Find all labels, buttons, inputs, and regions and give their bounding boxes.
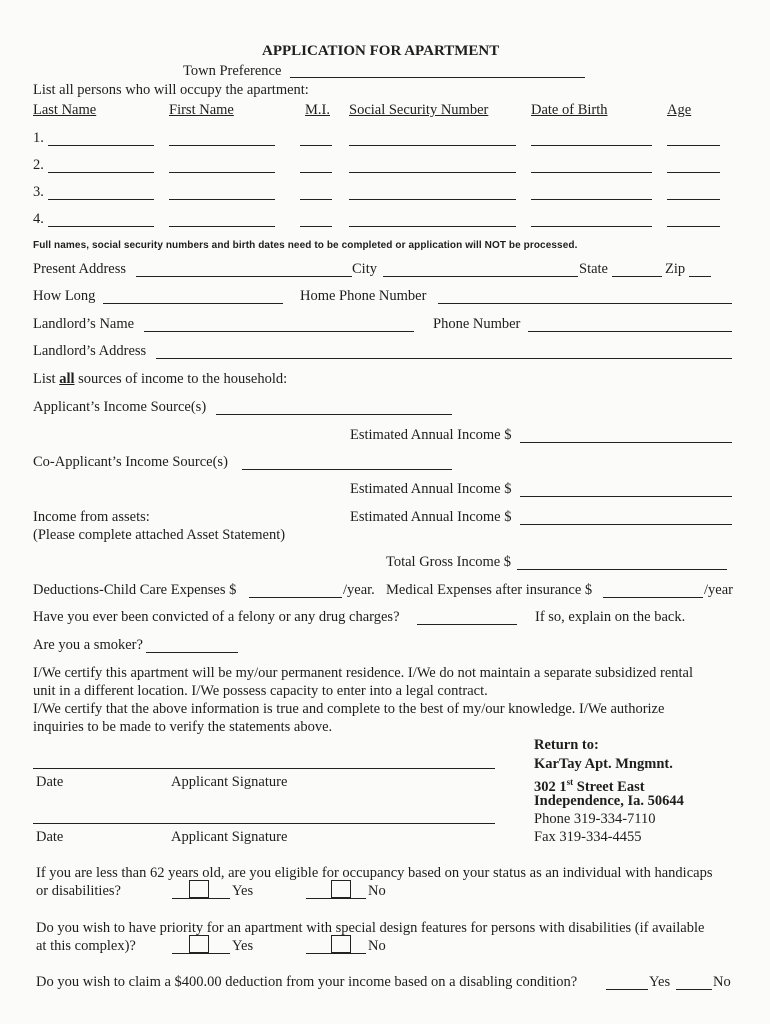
return-street-suffix: st <box>566 777 574 787</box>
return-to-label: Return to: <box>534 737 599 753</box>
row3-mi[interactable] <box>300 199 332 200</box>
coapplicant-income-label: Co-Applicant’s Income Source(s) <box>33 454 228 470</box>
date-label: Date <box>36 774 64 790</box>
present-address-label: Present Address <box>33 261 127 277</box>
deduction-yes-field[interactable] <box>606 989 648 990</box>
row4-ssn[interactable] <box>349 226 516 227</box>
col-ssn: Social Security Number <box>349 102 489 118</box>
town-preference-label: Town Preference <box>183 63 282 79</box>
smoker-answer-field[interactable] <box>146 652 238 653</box>
row3-first-name[interactable] <box>169 199 275 200</box>
landlord-name-field[interactable] <box>144 331 414 332</box>
row2-first-name[interactable] <box>169 172 275 173</box>
return-company: KarTay Apt. Mngmnt. <box>534 756 673 772</box>
handicap-question: If you are less than 62 years old, are you eligible for occupancy based on your status as an individual with handicaps <box>36 865 713 881</box>
total-gross-label: Total Gross Income $ <box>386 554 512 570</box>
row2-age[interactable] <box>667 172 720 173</box>
no-label: No <box>368 938 386 954</box>
town-preference-field[interactable] <box>290 77 585 78</box>
return-city: Independence, Ia. 50644 <box>534 793 684 809</box>
row2-mi[interactable] <box>300 172 332 173</box>
income-intro-all: all <box>59 371 75 387</box>
est-annual-income-label: Estimated Annual Income $ <box>350 509 512 525</box>
felony-question: Have you ever been convicted of a felony or any drug charges? <box>33 609 400 625</box>
certification-text: I/We certify that the above information is true and complete to the best of my/our knowledge. I/We authorize <box>33 701 665 717</box>
row4-last-name[interactable] <box>48 226 154 227</box>
row-number: 3. <box>33 184 44 200</box>
completion-notice: Full names, social security numbers and birth dates need to be completed or application will NOT be processed. <box>33 240 578 251</box>
zip-field[interactable] <box>689 276 711 277</box>
zip-label: Zip <box>665 261 686 277</box>
est-annual-income-label: Estimated Annual Income $ <box>350 427 512 443</box>
row2-ssn[interactable] <box>349 172 516 173</box>
date-label: Date <box>36 829 64 845</box>
medical-field[interactable] <box>603 597 703 598</box>
no-label: No <box>368 883 386 899</box>
priority-no-checkbox[interactable] <box>331 935 351 953</box>
certification-text: unit in a different location. I/We possess capacity to enter into a legal contract. <box>33 683 488 699</box>
row1-last-name[interactable] <box>48 145 154 146</box>
est-annual-income-3-field[interactable] <box>520 524 732 525</box>
per-year-label: /year. <box>343 582 375 598</box>
landlord-name-label: Landlord’s Name <box>33 316 135 332</box>
signature-line-2[interactable] <box>33 823 495 824</box>
deduction-yes-label: Yes <box>649 974 671 990</box>
handicap-no-checkbox[interactable] <box>331 880 351 898</box>
return-fax: Fax 319-334-4455 <box>534 829 642 845</box>
yes-label: Yes <box>232 883 254 899</box>
applicant-income-label: Applicant’s Income Source(s) <box>33 399 207 415</box>
row1-first-name[interactable] <box>169 145 275 146</box>
row1-ssn[interactable] <box>349 145 516 146</box>
per-year-label: /year <box>704 582 733 598</box>
deduction-question: Do you wish to claim a $400.00 deduction from your income based on a disabling condition? <box>36 974 578 990</box>
applicant-signature-label: Applicant Signature <box>171 829 288 845</box>
handicap-yes-checkbox[interactable] <box>189 880 209 898</box>
row4-age[interactable] <box>667 226 720 227</box>
col-dob: Date of Birth <box>531 102 608 118</box>
income-intro-post: sources of income to the household: <box>74 371 288 387</box>
row4-dob[interactable] <box>531 226 652 227</box>
list-persons-label: List all persons who will occupy the apartment: <box>33 82 309 98</box>
state-field[interactable] <box>612 276 662 277</box>
row2-dob[interactable] <box>531 172 652 173</box>
row1-age[interactable] <box>667 145 720 146</box>
est-annual-income-label: Estimated Annual Income $ <box>350 481 512 497</box>
col-first-name: First Name <box>169 102 234 118</box>
priority-question-cont: at this complex)? <box>36 938 136 954</box>
smoker-question: Are you a smoker? <box>33 637 143 653</box>
row-number: 1. <box>33 130 44 146</box>
coapplicant-income-field[interactable] <box>242 469 452 470</box>
return-phone: Phone 319-334-7110 <box>534 811 656 827</box>
income-intro <box>33 370 287 388</box>
childcare-field[interactable] <box>249 597 342 598</box>
row3-age[interactable] <box>667 199 720 200</box>
how-long-field[interactable] <box>103 303 283 304</box>
row1-dob[interactable] <box>531 145 652 146</box>
row-number: 4. <box>33 211 44 227</box>
city-field[interactable] <box>383 276 578 277</box>
landlord-address-field[interactable] <box>156 358 732 359</box>
medical-label: Medical Expenses after insurance $ <box>386 582 593 598</box>
certification-text: I/We certify this apartment will be my/our permanent residence. I/We do not maintain a separate subsidized rental <box>33 665 693 681</box>
income-assets-label: Income from assets: <box>33 509 150 525</box>
total-gross-field[interactable] <box>517 569 727 570</box>
landlord-phone-label: Phone Number <box>433 316 521 332</box>
how-long-label: How Long <box>33 288 96 304</box>
felony-explain: If so, explain on the back. <box>535 609 686 625</box>
city-label: City <box>352 261 377 277</box>
priority-question: Do you wish to have priority for an apartment with special design features for persons with disabilities (if available <box>36 920 705 936</box>
landlord-address-label: Landlord’s Address <box>33 343 147 359</box>
priority-no-line <box>306 953 366 954</box>
felony-answer-field[interactable] <box>417 624 517 625</box>
asset-statement-note: (Please complete attached Asset Statement) <box>33 527 286 543</box>
handicap-no-line <box>306 898 366 899</box>
income-intro-pre: List <box>33 371 60 387</box>
home-phone-label: Home Phone Number <box>300 288 427 304</box>
row4-first-name[interactable] <box>169 226 275 227</box>
signature-line-1[interactable] <box>33 768 495 769</box>
row3-dob[interactable] <box>531 199 652 200</box>
return-street-number: 302 1 <box>534 778 567 795</box>
col-mi: M.I. <box>305 102 330 118</box>
present-address-field[interactable] <box>136 276 352 277</box>
row4-mi[interactable] <box>300 226 332 227</box>
handicap-question-cont: or disabilities? <box>36 883 121 899</box>
applicant-income-field[interactable] <box>216 414 452 415</box>
handicap-yes-line <box>172 898 230 899</box>
applicant-signature-label: Applicant Signature <box>171 774 288 790</box>
col-age: Age <box>667 102 692 118</box>
return-street-name: Street East <box>573 778 645 795</box>
col-last-name: Last Name <box>33 102 97 118</box>
est-annual-income-2-field[interactable] <box>520 496 732 497</box>
childcare-label: Deductions-Child Care Expenses $ <box>33 582 237 598</box>
row2-last-name[interactable] <box>48 172 154 173</box>
landlord-phone-field[interactable] <box>528 331 732 332</box>
row3-ssn[interactable] <box>349 199 516 200</box>
form-title: APPLICATION FOR APARTMENT <box>262 43 500 59</box>
priority-yes-line <box>172 953 230 954</box>
state-label: State <box>579 261 608 277</box>
certification-text: inquiries to be made to verify the statements above. <box>33 719 333 735</box>
deduction-no-field[interactable] <box>676 989 712 990</box>
row1-mi[interactable] <box>300 145 332 146</box>
deduction-no-label: No <box>713 974 731 990</box>
home-phone-field[interactable] <box>438 303 732 304</box>
row3-last-name[interactable] <box>48 199 154 200</box>
priority-yes-checkbox[interactable] <box>189 935 209 953</box>
row-number: 2. <box>33 157 44 173</box>
yes-label: Yes <box>232 938 254 954</box>
est-annual-income-1-field[interactable] <box>520 442 732 443</box>
